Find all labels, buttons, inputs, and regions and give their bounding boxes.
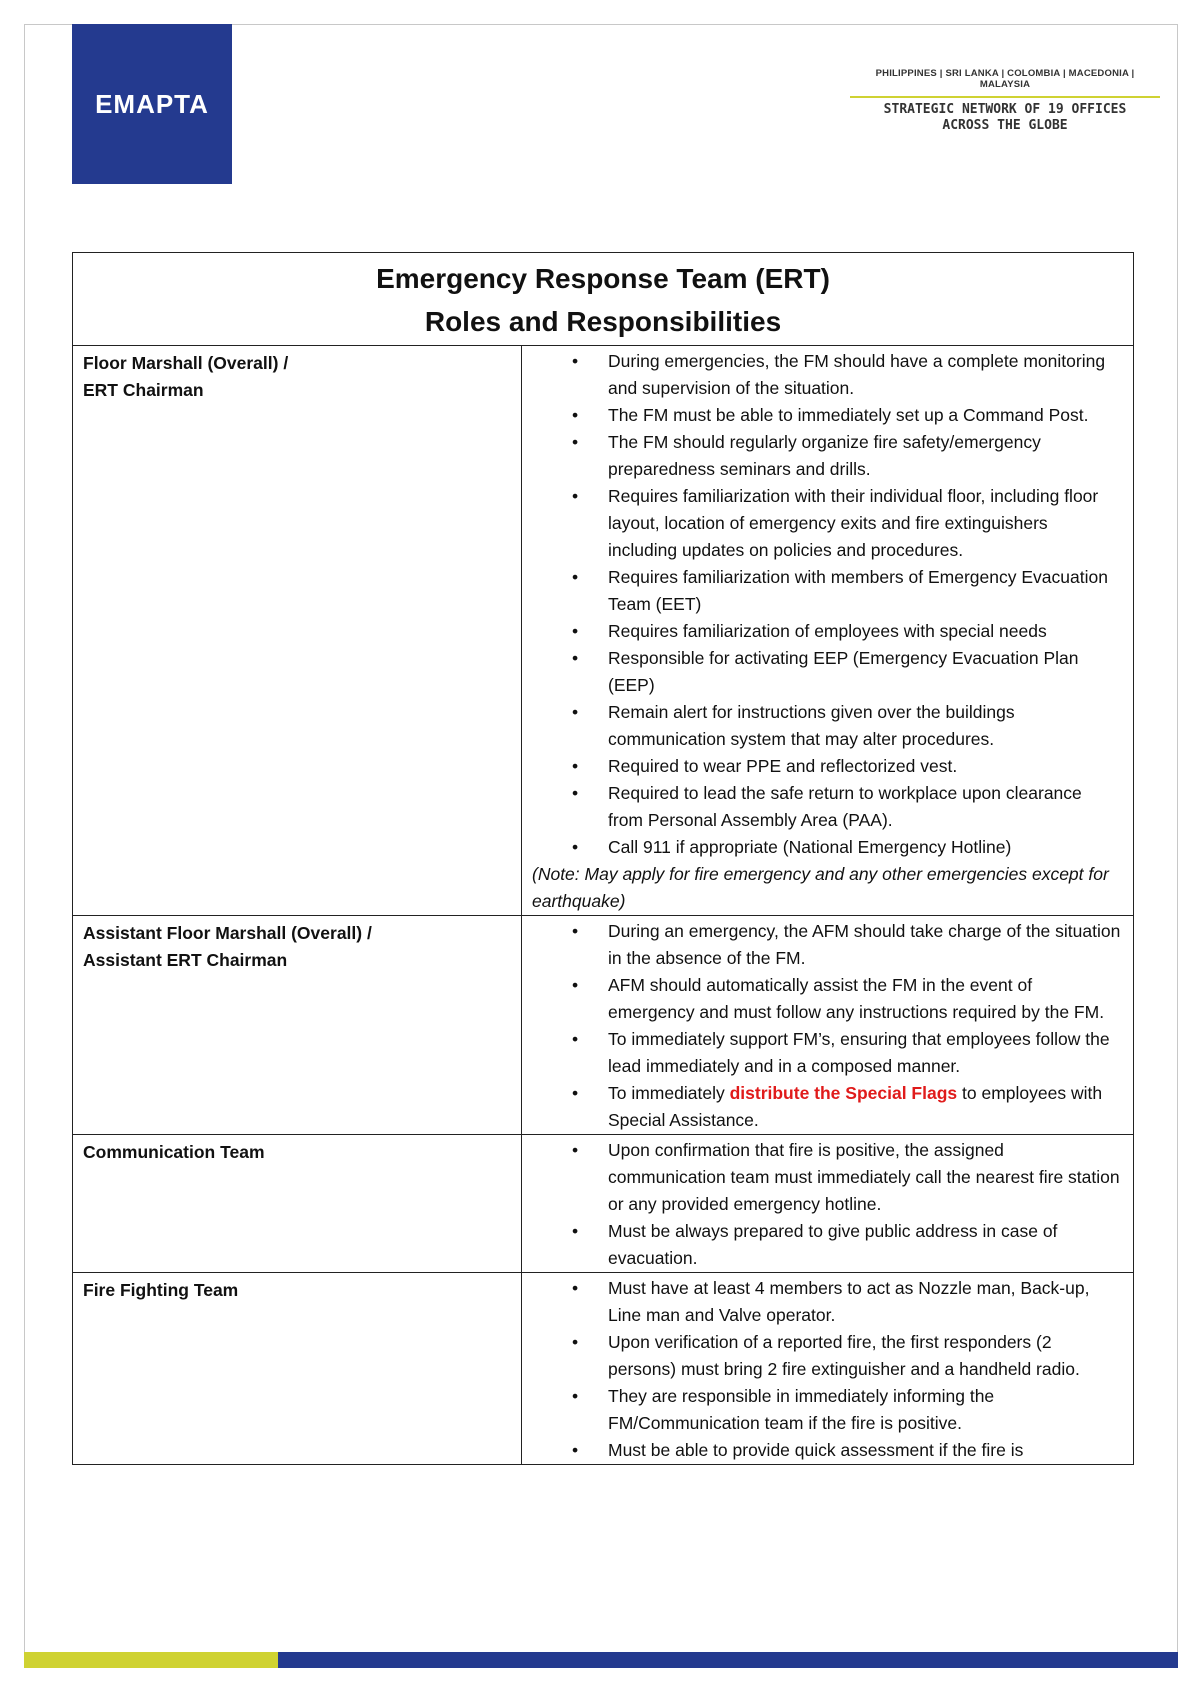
list-item: • Remain alert for instructions given over the buildings communication system that may alter procedures.	[530, 699, 1125, 753]
bullet-icon: •	[572, 432, 579, 452]
list-item: • Requires familiarization with their individual floor, including floor layout, location of emergency exits and fire extinguishers including updates on policies and procedures.	[530, 483, 1125, 564]
bullet-icon: •	[572, 837, 579, 857]
header-info	[850, 68, 1160, 134]
list-item: • To immediately distribute the Special Flags to employees with Special Assistance.	[530, 1080, 1125, 1134]
role-name: Assistant Floor Marshall (Overall) /	[83, 923, 372, 943]
bullet-icon: •	[572, 783, 579, 803]
bullet-icon: •	[572, 756, 579, 776]
responsibilities-cell	[522, 1273, 1134, 1465]
list-item: • During emergencies, the FM should have a complete monitoring and supervision of the situation.	[530, 348, 1125, 402]
bullet-icon: •	[572, 1083, 579, 1103]
role-name: Floor Marshall (Overall) /	[83, 353, 289, 373]
responsibilities-cell	[522, 1135, 1134, 1273]
bullet-icon: •	[572, 702, 579, 722]
tagline: STRATEGIC NETWORK OF 19 OFFICES ACROSS THE GLOBE	[883, 102, 1127, 133]
role-name: Fire Fighting Team	[83, 1280, 239, 1300]
table-title	[73, 253, 1134, 346]
role-cell	[73, 916, 522, 1135]
bullet-icon: •	[572, 1278, 579, 1298]
emapta-logo	[72, 24, 232, 184]
bullet-icon: •	[572, 1221, 579, 1241]
table-title-row	[73, 253, 1134, 346]
bullet-icon: •	[572, 1140, 579, 1160]
responsibilities-list	[530, 1137, 1125, 1272]
list-item: • Requires familiarization of employees with special needs	[530, 618, 1125, 645]
table-row	[73, 1273, 1134, 1465]
role-name-sub: ERT Chairman	[83, 380, 204, 400]
list-item: • Upon confirmation that fire is positive, the assigned communication team must immediately call the nearest fire station or any provided emergency hotline.	[530, 1137, 1125, 1218]
bullet-icon: •	[572, 486, 579, 506]
list-item: • Responsible for activating EEP (Emergency Evacuation Plan (EEP)	[530, 645, 1125, 699]
role-name: Communication Team	[83, 1142, 265, 1162]
header-divider	[850, 96, 1160, 98]
list-item: • Upon verification of a reported fire, the first responders (2 persons) must bring 2 fire extinguisher and a handheld radio.	[530, 1329, 1125, 1383]
list-item: • The FM should regularly organize fire safety/emergency preparedness seminars and drills.	[530, 429, 1125, 483]
list-item: • AFM should automatically assist the FM in the event of emergency and must follow any instructions required by the FM.	[530, 972, 1125, 1026]
logo-text: EMAPTA	[95, 88, 209, 119]
footer-accent-bar	[24, 1652, 278, 1668]
list-item: • During an emergency, the AFM should take charge of the situation in the absence of the FM.	[530, 918, 1125, 972]
responsibilities-cell	[522, 346, 1134, 916]
title-line-2: Roles and Responsibilities	[424, 306, 782, 337]
ert-table	[72, 252, 1134, 1465]
role-cell	[73, 346, 522, 916]
list-item: • Must be able to provide quick assessment if the fire is	[530, 1437, 1125, 1464]
list-item: • The FM must be able to immediately set up a Command Post.	[530, 402, 1125, 429]
bullet-icon: •	[572, 1029, 579, 1049]
title-line-1: Emergency Response Team (ERT)	[376, 263, 830, 294]
table-row	[73, 916, 1134, 1135]
list-item: • Call 911 if appropriate (National Emergency Hotline)	[530, 834, 1125, 861]
list-item: • They are responsible in immediately informing the FM/Communication team if the fire is positive.	[530, 1383, 1125, 1437]
role-cell	[73, 1135, 522, 1273]
bullet-icon: •	[572, 621, 579, 641]
list-item: • Must be always prepared to give public address in case of evacuation.	[530, 1218, 1125, 1272]
note-text: (Note: May apply for fire emergency and any other emergencies except for earthquake)	[532, 864, 1109, 911]
list-item: • To immediately support FM’s, ensuring that employees follow the lead immediately and in a composed manner.	[530, 1026, 1125, 1080]
list-item: • Required to wear PPE and reflectorized vest.	[530, 753, 1125, 780]
bullet-icon: •	[572, 405, 579, 425]
bullet-icon: •	[572, 975, 579, 995]
responsibilities-list	[530, 918, 1125, 1134]
bullet-icon: •	[572, 648, 579, 668]
list-item: • Must have at least 4 members to act as Nozzle man, Back-up, Line man and Valve operator.	[530, 1275, 1125, 1329]
bullet-icon: •	[572, 351, 579, 371]
highlighted-text: distribute the Special Flags	[729, 1083, 958, 1103]
list-item: • Required to lead the safe return to workplace upon clearance from Personal Assembly Area (PAA).	[530, 780, 1125, 834]
bullet-icon: •	[572, 1386, 579, 1406]
table-row	[73, 346, 1134, 916]
countries-list: PHILIPPINES | SRI LANKA | COLOMBIA | MACEDONIA | MALAYSIA	[875, 68, 1135, 90]
role-name-sub: Assistant ERT Chairman	[83, 950, 288, 970]
bullet-icon: •	[572, 567, 579, 587]
footer-brand-bar	[278, 1652, 1178, 1668]
table-row	[73, 1135, 1134, 1273]
bullet-icon: •	[572, 921, 579, 941]
role-cell	[73, 1273, 522, 1465]
bullet-icon: •	[572, 1440, 579, 1460]
list-item: • Requires familiarization with members of Emergency Evacuation Team (EET)	[530, 564, 1125, 618]
responsibilities-list	[530, 1275, 1125, 1464]
responsibilities-list	[530, 348, 1125, 861]
bullet-icon: •	[572, 1332, 579, 1352]
responsibilities-cell	[522, 916, 1134, 1135]
